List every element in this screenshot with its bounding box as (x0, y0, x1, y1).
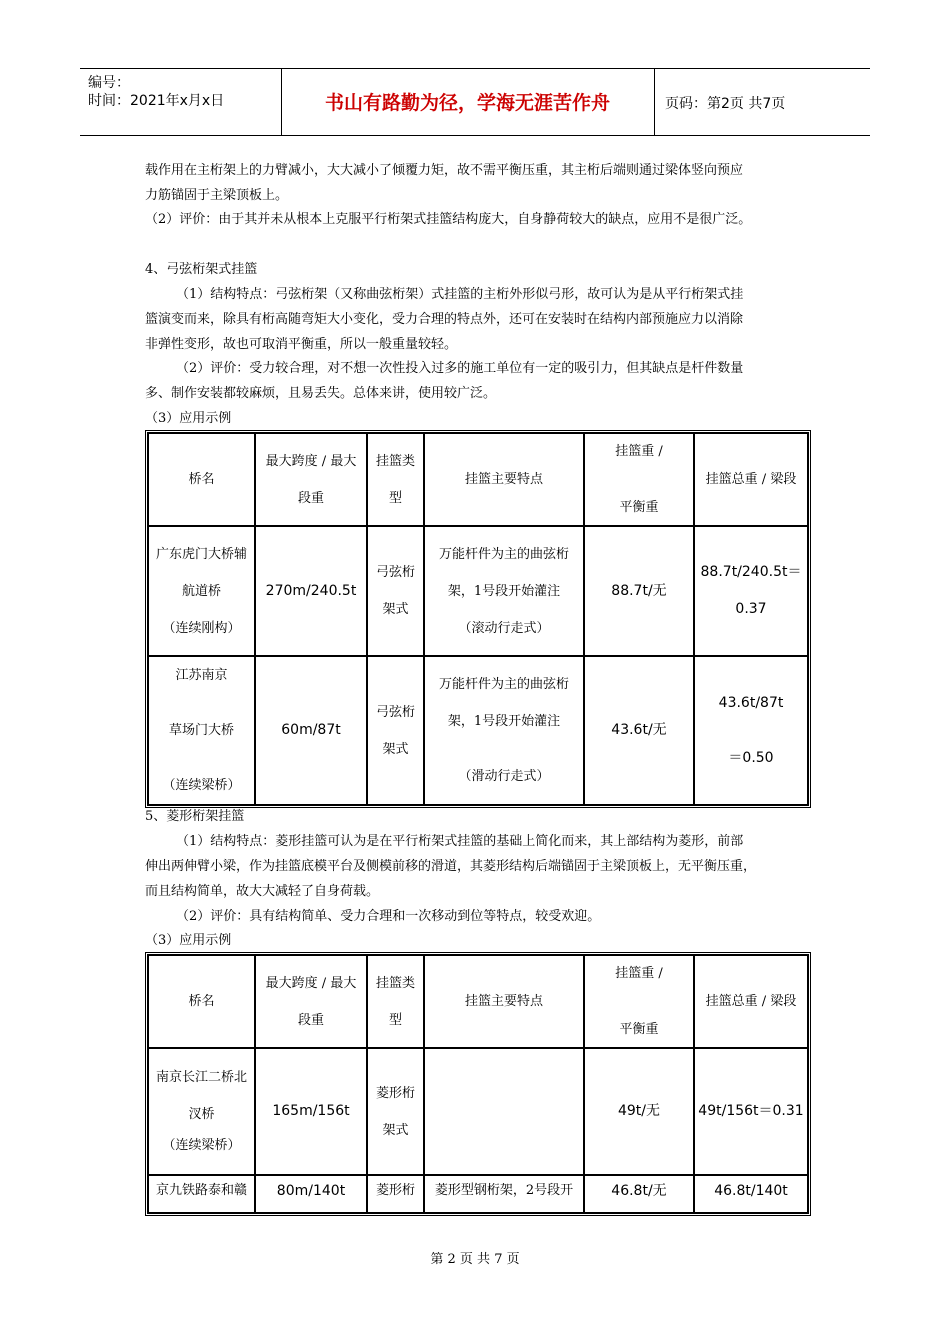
col-header-weight-line2: 平衡重 (619, 499, 659, 515)
feature-line: 万能杆件为主的曲弦桁 (438, 677, 569, 692)
section-4-title: 4、弓弦桁架式挂篮 (145, 262, 258, 277)
header-time-label: 时间：2021年x月x日 (88, 93, 225, 109)
bridge-name-line: 航道桥 (181, 583, 221, 599)
feature-line: 万能杆件为主的曲弦桁 (438, 546, 569, 562)
col-header-type (367, 955, 424, 1048)
bridge-name-line: 汊桥 (188, 1107, 215, 1122)
type-line: 架式 (382, 602, 409, 617)
feature-line: 架，1号段开始灌注 (447, 714, 561, 729)
header-top-rule (80, 68, 870, 69)
table-row (148, 526, 808, 656)
bridge-name-line: 南京长江二桥北 (155, 1070, 247, 1085)
col-header-span-line2: 段重 (297, 490, 324, 506)
cell-bridge-name (148, 526, 255, 656)
cell-weight: 43.6t/无 (584, 656, 694, 805)
table-header-row (148, 955, 808, 1048)
bridge-name-line: 广东虎门大桥辅 (155, 546, 247, 562)
example-label: （3）应用示例 (145, 411, 232, 426)
paragraph-line: 篮演变而来，除具有桁高随弯矩大小变化，受力合理的特点外，还可在安装时在结构内部预施应力以消除 (145, 312, 744, 327)
bridge-name-line: （连续梁桥） (162, 778, 241, 793)
paragraph-evaluation: （2）评价：具有结构简单、受力合理和一次移动到位等特点，较受欢迎。 (176, 909, 601, 924)
cell-ratio (694, 656, 808, 805)
cell-type: 菱形桁 (367, 1175, 424, 1213)
col-header-span (255, 955, 367, 1048)
col-header-weight (584, 955, 694, 1048)
cell-ratio: 49t/156t＝0.31 (694, 1048, 808, 1175)
bow-truss-example-table (145, 430, 811, 808)
col-header-type-line1: 挂篮类 (375, 975, 415, 991)
cell-type (367, 656, 424, 805)
cell-weight: 49t/无 (584, 1048, 694, 1175)
cell-weight: 88.7t/无 (584, 526, 694, 656)
paragraph-line: 而且结构简单，故大大减轻了自身荷载。 (145, 884, 380, 899)
cell-bridge-name (148, 656, 255, 805)
col-header-span-line1: 最大跨度 / 最大 (265, 453, 357, 469)
cell-feature (424, 526, 584, 656)
bridge-name-line: 草场门大桥 (168, 723, 234, 738)
table-row (148, 1048, 808, 1175)
header-bottom-rule (80, 135, 870, 136)
cell-span: 60m/87t (255, 656, 367, 805)
type-line: 菱形桁 (375, 1085, 415, 1101)
page-footer: 第 2 页 共 7 页 (430, 1252, 520, 1267)
bridge-name-line: 江苏南京 (175, 668, 228, 683)
paragraph-line: 伸出两伸臂小梁，作为挂篮底模平台及侧模前移的滑道，其菱形结构后端锚固于主梁顶板上，无平衡压重， (145, 859, 757, 874)
header-number-label: 编号： (88, 75, 130, 91)
section-5-title: 5、菱形桁架挂篮 (145, 809, 245, 824)
example-label: （3）应用示例 (145, 933, 232, 948)
paragraph-line: 多、制作安装都较麻烦，且易丢失。总体来讲，使用较广泛。 (145, 386, 497, 401)
cell-bridge-name (148, 1048, 255, 1175)
cell-type (367, 1048, 424, 1175)
cell-span: 270m/240.5t (255, 526, 367, 656)
col-header-weight (584, 433, 694, 526)
cell-ratio: 46.8t/140t (694, 1175, 808, 1213)
col-header-name: 桥名 (148, 955, 255, 1048)
type-line: 弓弦桁 (375, 704, 415, 720)
col-header-weight-line1: 挂篮重 / (615, 965, 663, 981)
header-motto: 书山有路勤为径，学海无涯苦作舟 (324, 92, 610, 114)
cell-span: 80m/140t (255, 1175, 367, 1213)
type-line: 架式 (382, 1122, 409, 1138)
header-page-label: 页码：第2页 共7页 (665, 96, 786, 112)
ratio-line: 88.7t/240.5t＝ (700, 564, 802, 580)
col-header-span-line2: 段重 (297, 1012, 324, 1028)
paragraph-line: （2）评价：受力较合理，对不想一次性投入过多的施工单位有一定的吸引力，但其缺点是杆件数量 (176, 361, 744, 376)
ratio-line: 0.37 (735, 601, 767, 617)
diamond-truss-example-table (145, 952, 811, 1216)
cell-span: 165m/156t (255, 1048, 367, 1175)
col-header-ratio: 挂篮总重 / 梁段 (694, 955, 808, 1048)
cell-bridge-name: 京九铁路泰和赣 (148, 1175, 255, 1213)
col-header-name: 桥名 (148, 433, 255, 526)
col-header-feature: 挂篮主要特点 (424, 433, 584, 526)
col-header-type-line2: 型 (388, 490, 402, 506)
cell-feature (424, 656, 584, 805)
col-header-ratio: 挂篮总重 / 梁段 (694, 433, 808, 526)
col-header-span-line1: 最大跨度 / 最大 (265, 975, 357, 991)
col-header-type-line1: 挂篮类 (375, 453, 415, 469)
paragraph-evaluation: （2）评价：由于其并未从根本上克服平行桁架式挂篮结构庞大，自身静荷较大的缺点，应用不是很广泛。 (145, 212, 752, 227)
cell-feature: 菱形型钢桁架，2号段开 (424, 1175, 584, 1213)
cell-weight: 46.8t/无 (584, 1175, 694, 1213)
table-header-row (148, 433, 808, 526)
header-divider-right (654, 68, 655, 135)
col-header-weight-line1: 挂篮重 / (615, 443, 663, 459)
type-line: 弓弦桁 (375, 565, 415, 580)
col-header-weight-line2: 平衡重 (619, 1021, 659, 1037)
col-header-feature: 挂篮主要特点 (424, 955, 584, 1048)
col-header-type-line2: 型 (388, 1012, 402, 1028)
cell-feature (424, 1048, 584, 1175)
paragraph-line: 力筋锚固于主梁顶板上。 (145, 188, 289, 203)
cell-type (367, 526, 424, 656)
paragraph-line: 非弹性变形，故也可取消平衡重，所以一般重量较轻。 (145, 337, 458, 352)
table-row (148, 1175, 808, 1213)
type-line: 架式 (382, 741, 409, 757)
feature-line: （滚动行走式） (458, 620, 550, 636)
paragraph-line: （1）结构特点：弓弦桁架（又称曲弦桁架）式挂篮的主桁外形似弓形，故可认为是从平行桁架式挂 (176, 287, 744, 302)
bridge-name-line: （连续刚构） (162, 620, 241, 636)
bridge-name-line: （连续梁桥） (162, 1138, 241, 1153)
table-row (148, 656, 808, 805)
paragraph-line: （1）结构特点：菱形挂篮可认为是在平行桁架式挂篮的基础上简化而来，其上部结构为菱形，前部 (176, 834, 744, 849)
feature-line: 架，1号段开始灌注 (447, 583, 561, 599)
paragraph-line: 载作用在主桁架上的力臂减小，大大减小了倾覆力矩，故不需平衡压重，其主桁后端则通过梁体竖向预应 (145, 163, 744, 178)
col-header-span (255, 433, 367, 526)
feature-line: （滑动行走式） (458, 769, 550, 784)
col-header-type (367, 433, 424, 526)
ratio-line: ＝0.50 (728, 749, 774, 766)
ratio-line: 43.6t/87t (718, 694, 784, 711)
cell-ratio (694, 526, 808, 656)
